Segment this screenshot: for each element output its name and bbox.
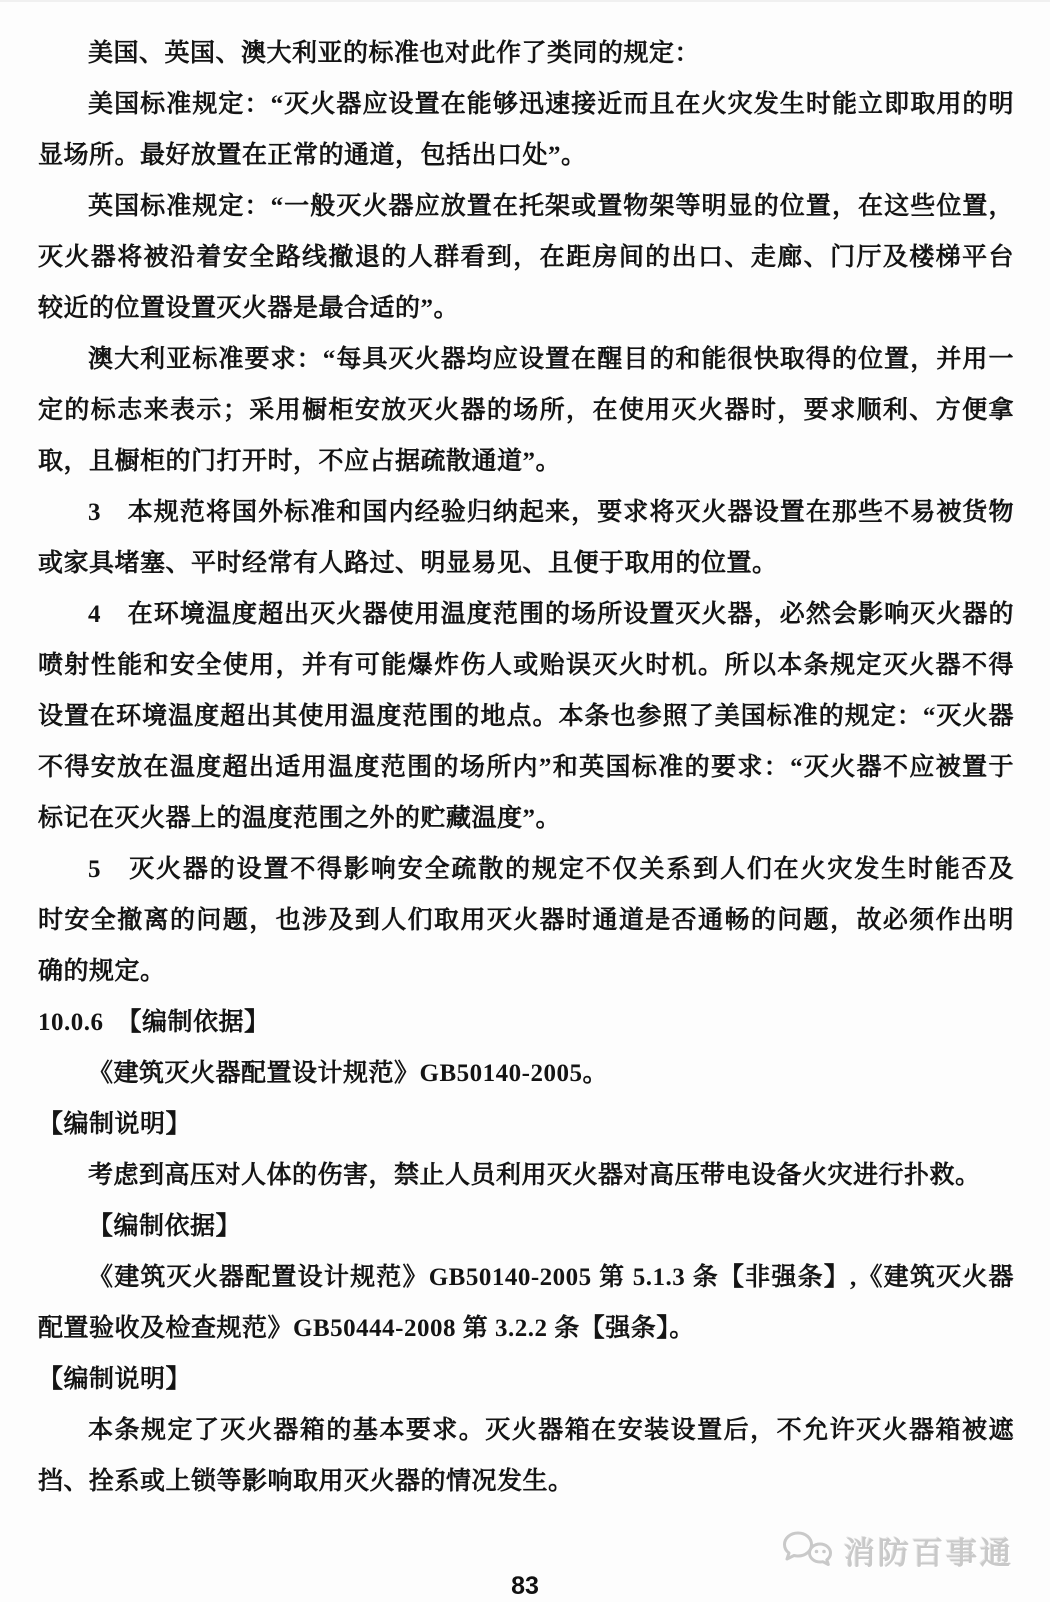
paragraph-line: 定的标志来表示；采用橱柜安放灭火器的场所，在使用灭火器时，要求顺利、方便拿 xyxy=(38,397,1014,424)
paragraph-line: 【编制说明】 xyxy=(38,1111,192,1138)
paragraph-line: 挡、拴系或上锁等影响取用灭火器的情况发生。 xyxy=(38,1468,574,1495)
paragraph-line: 10.0.6 【编制依据】 xyxy=(38,1009,270,1036)
paragraph-line: 《建筑灭火器配置设计规范》GB50140-2005。 xyxy=(88,1060,608,1087)
paragraph-line: 确的规定。 xyxy=(38,958,166,985)
paragraph-line: 美国标准规定：“灭火器应设置在能够迅速接近而且在火灾发生时能立即取用的明 xyxy=(88,91,1014,118)
paragraph-line: 【编制说明】 xyxy=(38,1366,192,1393)
paragraph-line: 时安全撤离的问题，也涉及到人们取用灭火器时通道是否通畅的问题，故必须作出明 xyxy=(38,907,1014,934)
page-number: 83 xyxy=(511,1572,539,1600)
paragraph-line: 5 灭火器的设置不得影响安全疏散的规定不仅关系到人们在火灾发生时能否及 xyxy=(88,856,1014,883)
paragraph-line: 3 本规范将国外标准和国内经验归纳起来，要求将灭火器设置在那些不易被货物 xyxy=(88,499,1014,526)
paragraph-line: 标记在灭火器上的温度范围之外的贮藏温度”。 xyxy=(38,805,562,832)
paragraph-line: 显场所。最好放置在正常的通道，包括出口处”。 xyxy=(38,142,587,169)
paragraph-line: 美国、英国、澳大利亚的标准也对此作了类同的规定： xyxy=(88,40,701,67)
paragraph-line: 【编制依据】 xyxy=(88,1213,242,1240)
paragraph-line: 较近的位置设置灭火器是最合适的”。 xyxy=(38,295,460,322)
watermark xyxy=(782,1528,1014,1573)
paragraph-line: 澳大利亚标准要求：“每具灭火器均应设置在醒目的和能很快取得的位置，并用一 xyxy=(88,346,1014,373)
paragraph-line: 设置在环境温度超出其使用温度范围的地点。本条也参照了美国标准的规定：“灭火器 xyxy=(38,703,1014,730)
paragraph-line: 《建筑灭火器配置设计规范》GB50140-2005 第 5.1.3 条【非强条】,《建筑灭火器 xyxy=(88,1264,1014,1291)
paragraph-line: 本条规定了灭火器箱的基本要求。灭火器箱在安装设置后，不允许灭火器箱被遮 xyxy=(88,1417,1014,1444)
paragraph-line: 喷射性能和安全使用，并有可能爆炸伤人或贻误灭火时机。所以本条规定灭火器不得 xyxy=(38,652,1014,679)
paragraph-line: 考虑到高压对人体的伤害，禁止人员利用灭火器对高压带电设备火灾进行扑救。 xyxy=(88,1162,981,1189)
paragraph-line: 灭火器将被沿着安全路线撤退的人群看到，在距房间的出口、走廊、门厅及楼梯平台 xyxy=(38,244,1014,271)
paragraph-line: 4 在环境温度超出灭火器使用温度范围的场所设置灭火器，必然会影响灭火器的 xyxy=(88,601,1014,628)
paragraph-line: 取，且橱柜的门打开时，不应占据疏散通道”。 xyxy=(38,448,562,475)
paragraph-line: 英国标准规定：“一般灭火器应放置在托架或置物架等明显的位置，在这些位置， xyxy=(88,193,1014,220)
paragraph-line: 或家具堵塞、平时经常有人路过、明显易见、且便于取用的位置。 xyxy=(38,550,778,577)
wechat-chat-bubbles-icon xyxy=(782,1530,836,1572)
paragraph-line: 配置验收及检查规范》GB50444-2008 第 3.2.2 条【强条】。 xyxy=(38,1315,695,1342)
paragraph-line: 不得安放在温度超出适用温度范围的场所内”和英国标准的要求：“灭火器不应被置于 xyxy=(38,754,1014,781)
watermark-text: 消防百事通 xyxy=(844,1536,1014,1571)
document-body xyxy=(38,28,1014,1507)
